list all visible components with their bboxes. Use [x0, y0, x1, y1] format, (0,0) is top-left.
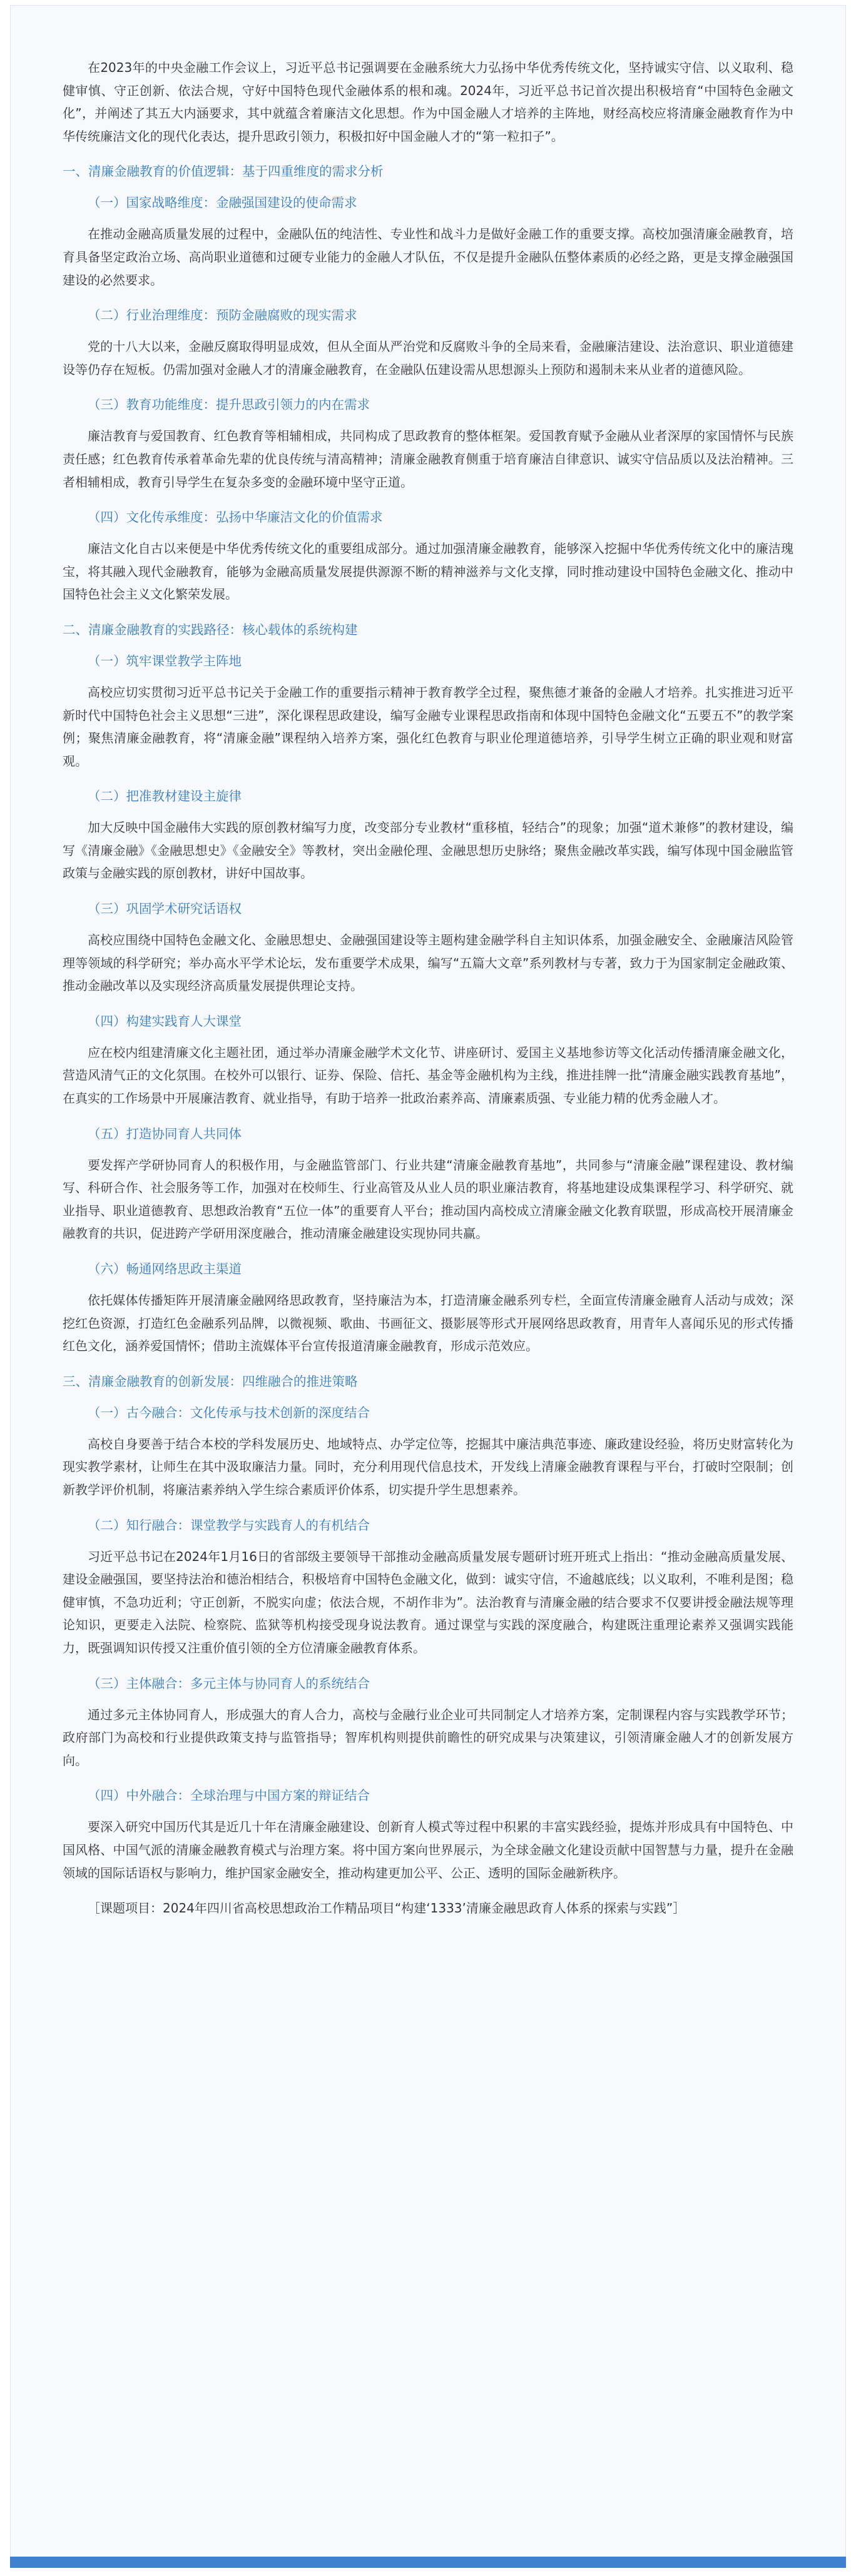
section-3-4-heading: （四）中外融合：全球治理与中国方案的辩证结合 [88, 1788, 370, 1804]
section-2-3-heading: （三）巩固学术研究话语权 [88, 901, 242, 917]
project-footnote: ［课题项目：2024年四川省高校思想政治工作精品项目“构建‘1333’清廉金融思政育人体系的探索与实践”］ [88, 1901, 686, 1916]
section-1-2-paragraph: 党的十八大以来，金融反腐取得明显成效，但从全面从严治党和反腐败斗争的全局来看，金融廉洁建设、法治意识、职业道德建设等仍存在短板。仍需加强对金融人才的清廉金融教育，在金融队伍建设需从思想源头上预防和遏制未来从业者的道德风险。 [63, 339, 793, 377]
section-1-3-paragraph: 廉洁教育与爱国教育、红色教育等相辅相成，共同构成了思政教育的整体框架。爱国教育赋予金融从业者深厚的家国情怀与民族责任感；红色教育传承着革命先辈的优良传统与清高精神；清廉金融教育侧重于培育廉洁自律意识、诚实守信品质以及法治精神。三者相辅相成，教育引导学生在复杂多变的金融环境中坚守正道。 [63, 428, 793, 490]
section-2-4-heading: （四）构建实践育人大课堂 [88, 1013, 242, 1029]
section-3-3-paragraph: 通过多元主体协同育人，形成强大的育人合力，高校与金融行业企业可共同制定人才培养方案，定制课程内容与实践教学环节；政府部门为高校和行业提供政策支持与监管指导；智库机构则提供前瞻性的研究成果与决策建议，引领清廉金融人才的创新发展方向。 [63, 1707, 793, 1768]
section-3-3-heading: （三）主体融合：多元主体与协同育人的系统结合 [88, 1675, 370, 1691]
section-2-4-paragraph: 应在校内组建清廉文化主题社团，通过举办清廉金融学术文化节、讲座研讨、爱国主义基地参访等文化活动传播清廉金融文化，营造风清气正的文化氛围。在校外可以银行、证券、保险、信托、基金等金融机构为主线，推进挂牌一批“清廉金融实践教育基地”，在真实的工作场景中开展廉洁教育、就业指导，有助于培养一批政治素养高、清廉素质强、专业能力精的优秀金融人才。 [63, 1044, 793, 1106]
section-3-heading: 三、清廉金融教育的创新发展：四维融合的推进策略 [63, 1373, 358, 1389]
section-1-1-paragraph: 在推动金融高质量发展的过程中，金融队伍的纯洁性、专业性和战斗力是做好金融工作的重要支撑。高校加强清廉金融教育，培育具备坚定政治立场、高尚职业道德和过硬专业能力的金融人才队伍，不仅是提升金融队伍整体素质的必经之路，更是支撑金融强国建设的必然要求。 [63, 226, 793, 288]
intro-paragraph: 在2023年的中央金融工作会议上，习近平总书记强调要在金融系统大力弘扬中华优秀传统文化，坚持诚实守信、以义取利、稳健审慎、守正创新、依法合规，守好中国特色现代金融体系的根和魂。2024年，习近平总书记首次提出积极培育“中国特色金融文化”，并阐述了其五大内涵要求，其中就蕴含着廉洁文化思想。作为中国金融人才培养的主阵地，财经高校应将清廉金融教育作为中华传统廉洁文化的现代化表达，提升思政引领力，积极扣好中国金融人才的“第一粒扣子”。 [63, 60, 793, 144]
section-3-1-paragraph: 高校自身要善于结合本校的学科发展历史、地域特点、办学定位等，挖掘其中廉洁典范事迹、廉政建设经验，将历史财富转化为现实教学素材，让师生在其中汲取廉洁力量。同时，充分利用现代信息技术，开发线上清廉金融教育课程与平台，打破时空限制；创新教学评价机制，将廉洁素养纳入学生综合素质评价体系，切实提升学生思想素养。 [63, 1436, 793, 1497]
article-body [63, 56, 793, 1920]
section-2-1-heading: （一）筑牢课堂教学主阵地 [88, 653, 242, 669]
section-3-2-heading: （二）知行融合：课堂教学与实践育人的有机结合 [88, 1517, 370, 1533]
section-3-2-paragraph: 习近平总书记在2024年1月16日的省部级主要领导干部推动金融高质量发展专题研讨班开班式上指出：“推动金融高质量发展、建设金融强国，要坚持法治和德治相结合，积极培育中国特色金融文化，做到：诚实守信，不逾越底线；以义取利，不唯利是图；稳健审慎，不急功近利；守正创新，不脱实向虚；依法合规，不胡作非为”。法治教育与清廉金融的结合要求不仅要讲授金融法规等理论知识，更要走入法院、检察院、监狱等机构接受现身说法教育。通过课堂与实践的深度融合，构建既注重理论素养又强调实践能力，既强调知识传授又注重价值引领的全方位清廉金融教育体系。 [63, 1548, 793, 1655]
section-3-4-paragraph: 要深入研究中国历代其是近几十年在清廉金融建设、创新育人模式等过程中积累的丰富实践经验，提炼并形成具有中国特色、中国风格、中国气派的清廉金融教育模式与治理方案。将中国方案向世界展示，为全球金融文化建设贡献中国智慧与力量，提升在金融领域的国际话语权与影响力，维护国家金融安全，推动构建更加公平、公正、透明的国际金融新秩序。 [63, 1819, 793, 1881]
section-2-3-paragraph: 高校应围绕中国特色金融文化、金融思想史、金融强国建设等主题构建金融学科自主知识体系，加强金融安全、金融廉洁风险管理等领域的科学研究；举办高水平学术论坛，发布重要学术成果，编写“五篇大文章”系列教材与专著，致力于为国家制定金融政策、推动金融改革以及实现经济高质量发展提供理论支持。 [63, 932, 793, 994]
section-1-1-heading: （一）国家战略维度：金融强国建设的使命需求 [88, 195, 357, 211]
section-1-heading: 一、清廉金融教育的价值逻辑：基于四重维度的需求分析 [63, 164, 384, 179]
section-1-4-heading: （四）文化传承维度：弘扬中华廉洁文化的价值需求 [88, 510, 383, 525]
section-1-4-paragraph: 廉洁文化自古以来便是中华优秀传统文化的重要组成部分。通过加强清廉金融教育，能够深入挖掘中华优秀传统文化中的廉洁瑰宝，将其融入现代金融教育，能够为金融高质量发展提供源源不断的精神滋养与文化支撑，同时推动建设中国特色金融文化、推动中国特色社会主义文化繁荣发展。 [63, 541, 793, 602]
section-2-5-paragraph: 要发挥产学研协同育人的积极作用，与金融监管部门、行业共建“清廉金融教育基地”，共同参与“清廉金融”课程建设、教材编写、科研合作、社会服务等工作，加强对在校师生、行业高管及从业人员的职业廉洁教育，将基地建设成集课程学习、科学研究、就业指导、职业道德教育、思想政治教育“五位一体”的重要育人平台；推动国内高校成立清廉金融文化教育联盟，形成高校开展清廉金融教育的共识，促进跨产学研用深度融合，推动清廉金融建设实现协同共赢。 [63, 1157, 793, 1241]
section-1-3-heading: （三）教育功能维度：提升思政引领力的内在需求 [88, 397, 370, 413]
section-2-6-paragraph: 依托媒体传播矩阵开展清廉金融网络思政教育，坚持廉洁为本，打造清廉金融系列专栏，全面宣传清廉金融育人活动与成效；深挖红色资源，打造红色金融系列品牌，以微视频、歌曲、书画征文、摄影展等形式开展网络思政教育，用青年人喜闻乐见的形式传播红色文化，涵养爱国情怀；借助主流媒体平台宣传报道清廉金融教育，形成示范效应。 [63, 1293, 793, 1354]
section-2-2-heading: （二）把准教材建设主旋律 [88, 789, 242, 804]
section-2-2-paragraph: 加大反映中国金融伟大实践的原创教材编写力度，改变部分专业教材“重移植，轻结合”的现象；加强“道术兼修”的教材建设，编写《清廉金融》《金融思想史》《金融安全》等教材，突出金融伦理、金融思想历史脉络；聚焦金融改革实践，编写体现中国金融监管政策与金融实践的原创教材，讲好中国故事。 [63, 820, 793, 881]
section-2-5-heading: （五）打造协同育人共同体 [88, 1126, 242, 1141]
bottom-accent-bar [10, 2557, 846, 2568]
section-2-heading: 二、清廉金融教育的实践路径：核心载体的系统构建 [63, 622, 358, 637]
section-1-2-heading: （二）行业治理维度：预防金融腐败的现实需求 [88, 308, 357, 323]
section-2-6-heading: （六）畅通网络思政主渠道 [88, 1261, 242, 1276]
section-3-1-heading: （一）古今融合：文化传承与技术创新的深度结合 [88, 1405, 370, 1420]
section-2-1-paragraph: 高校应切实贯彻习近平总书记关于金融工作的重要指示精神于教育教学全过程，聚焦德才兼备的金融人才培养。扎实推进习近平新时代中国特色社会主义思想“三进”，深化课程思政建设，编写金融专业课程思政指南和体现中国特色金融文化“五要五不”的教学案例；聚焦清廉金融教育，将“清廉金融”课程纳入培养方案，强化红色教育与职业伦理道德培养，引导学生树立正确的职业观和财富观。 [63, 684, 793, 769]
